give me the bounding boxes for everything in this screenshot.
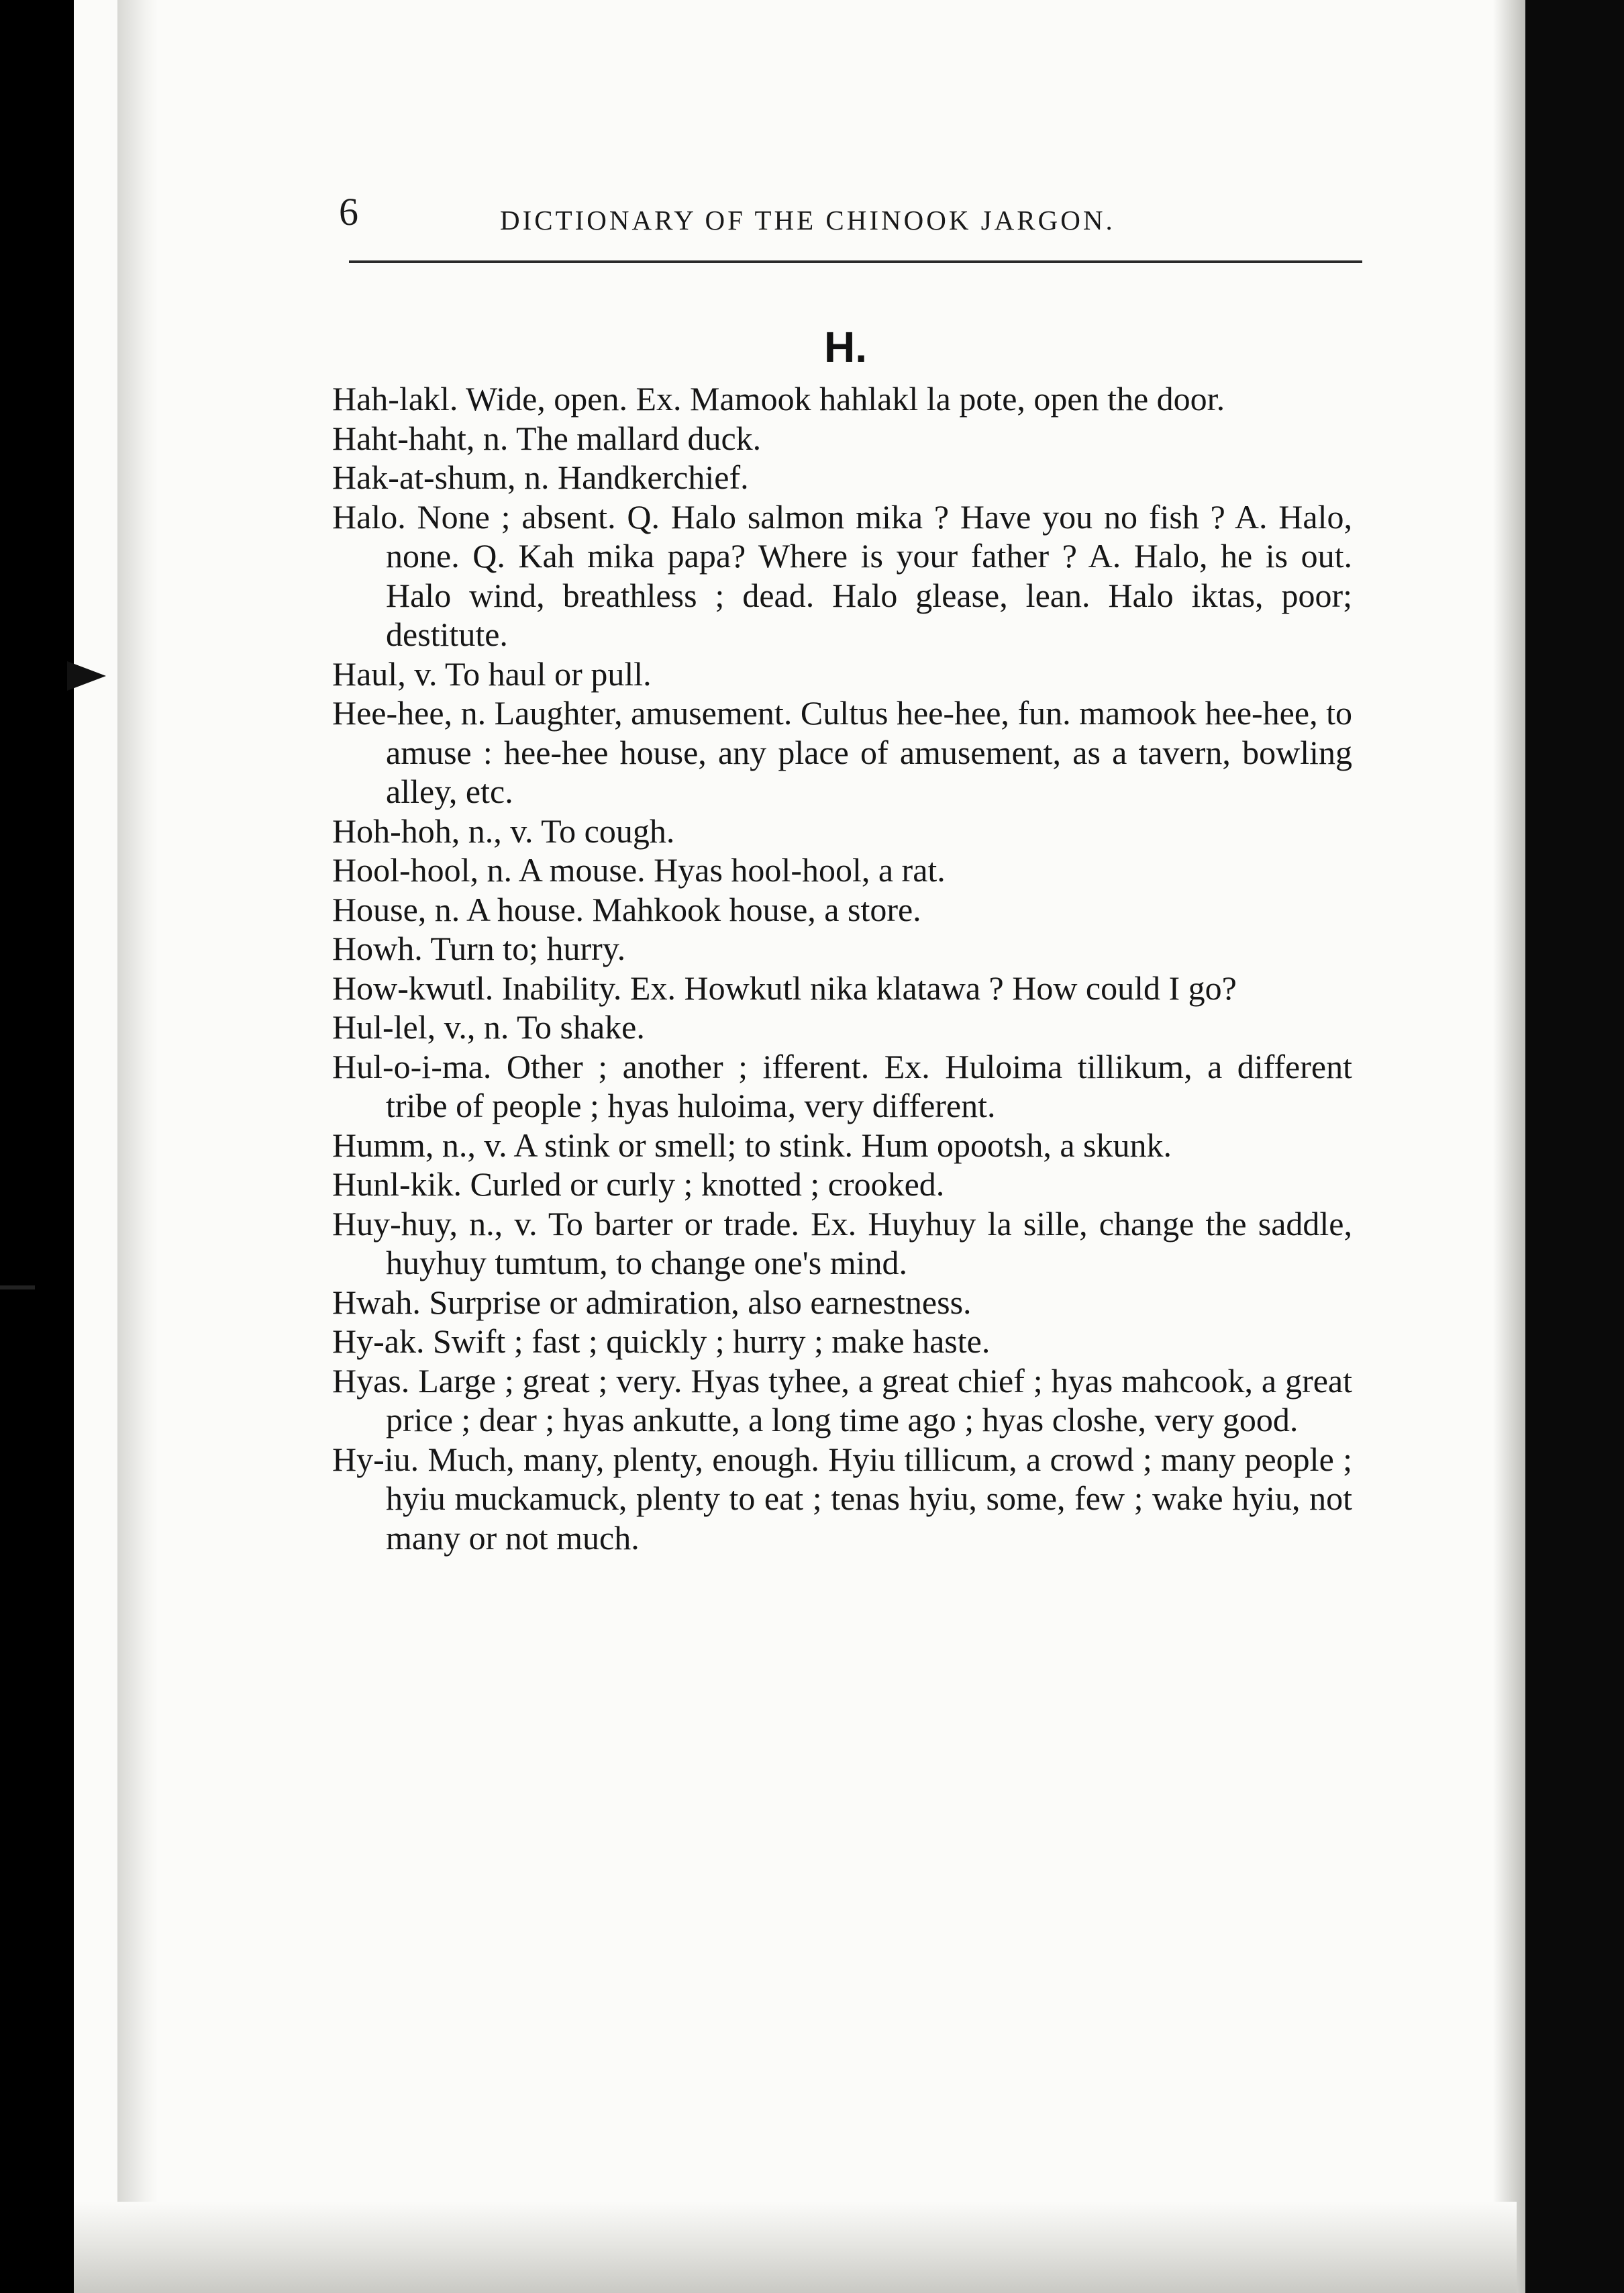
page-edge-shadow <box>1493 0 1525 2293</box>
page-number: 6 <box>339 190 358 234</box>
running-head: DICTIONARY OF THE CHINOOK JARGON. <box>500 205 1115 236</box>
dictionary-entries <box>332 379 1352 1557</box>
dictionary-entry: Hul-o-i-ma. Other ; another ; ifferent. Ex. Huloima tillikum, a different tribe of people ; hyas huloima, very different. <box>332 1047 1352 1124</box>
dictionary-entry: Hy-ak. Swift ; fast ; quickly ; hurry ; make haste. <box>332 1322 991 1360</box>
dictionary-entry: Hak-at-shum, n. Handkerchief. <box>332 458 749 496</box>
dictionary-entry: Hwah. Surprise or admiration, also earnestness. <box>332 1283 972 1321</box>
clip-mark-icon <box>67 661 106 691</box>
dictionary-entry: Haul, v. To haul or pull. <box>332 654 652 693</box>
dictionary-entry: Hy-iu. Much, many, plenty, enough. Hyiu tillicum, a crowd ; many people ; hyiu muckamuck, plenty to eat ; tenas hyiu, some, few ; wake hyiu, not many or not much. <box>332 1440 1352 1557</box>
dictionary-entry: Hah-lakl. Wide, open. Ex. Mamook hahlakl la pote, open the door. <box>332 380 1225 418</box>
dictionary-entry: House, n. A house. Mahkook house, a store. <box>332 890 921 928</box>
section-letter: H. <box>824 323 867 371</box>
edge-mark <box>0 1285 35 1289</box>
dictionary-entry: How-kwutl. Inability. Ex. Howkutl nika klatawa ? How could I go? <box>332 969 1237 1007</box>
dictionary-entry: Hyas. Large ; great ; very. Hyas tyhee, a great chief ; hyas mahcook, a great price ; dear ; hyas ankutte, a long time ago ; hyas closhe, very good. <box>332 1361 1352 1438</box>
page-header <box>339 189 1372 250</box>
dictionary-entry: Hool-hool, n. A mouse. Hyas hool-hool, a rat. <box>332 851 946 889</box>
page-bottom-shadow <box>74 2202 1517 2293</box>
dictionary-entry: Hul-lel, v., n. To shake. <box>332 1008 645 1046</box>
dictionary-entry: Hunl-kik. Curled or curly ; knotted ; crooked. <box>332 1165 945 1203</box>
header-rule <box>349 260 1362 263</box>
dictionary-entry: Hee-hee, n. Laughter, amusement. Cultus hee-hee, fun. mamook hee-hee, to amuse : hee-hee house, any place of amusement, as a tavern, bowling alley, etc. <box>332 694 1352 810</box>
scan-background <box>1525 0 1624 2293</box>
page-gutter-shadow <box>117 0 158 2293</box>
dictionary-entry: Halo. None ; absent. Q. Halo salmon mika ? Have you no fish ? A. Halo, none. Q. Kah mika papa? Where is your father ? A. Halo, he is out. Halo wind, breathless ; dead. Halo glease, lean. Halo iktas, poor; destitute. <box>332 497 1352 653</box>
dictionary-entry: Haht-haht, n. The mallard duck. <box>332 419 762 457</box>
dictionary-entry: Huy-huy, n., v. To barter or trade. Ex. Huyhuy la sille, change the saddle, huyhuy tumtum, to change one's mind. <box>332 1204 1352 1281</box>
dictionary-entry: Hoh-hoh, n., v. To cough. <box>332 812 675 850</box>
dictionary-entry: Howh. Turn to; hurry. <box>332 930 626 967</box>
dictionary-entry: Humm, n., v. A stink or smell; to stink. Hum opootsh, a skunk. <box>332 1126 1172 1164</box>
